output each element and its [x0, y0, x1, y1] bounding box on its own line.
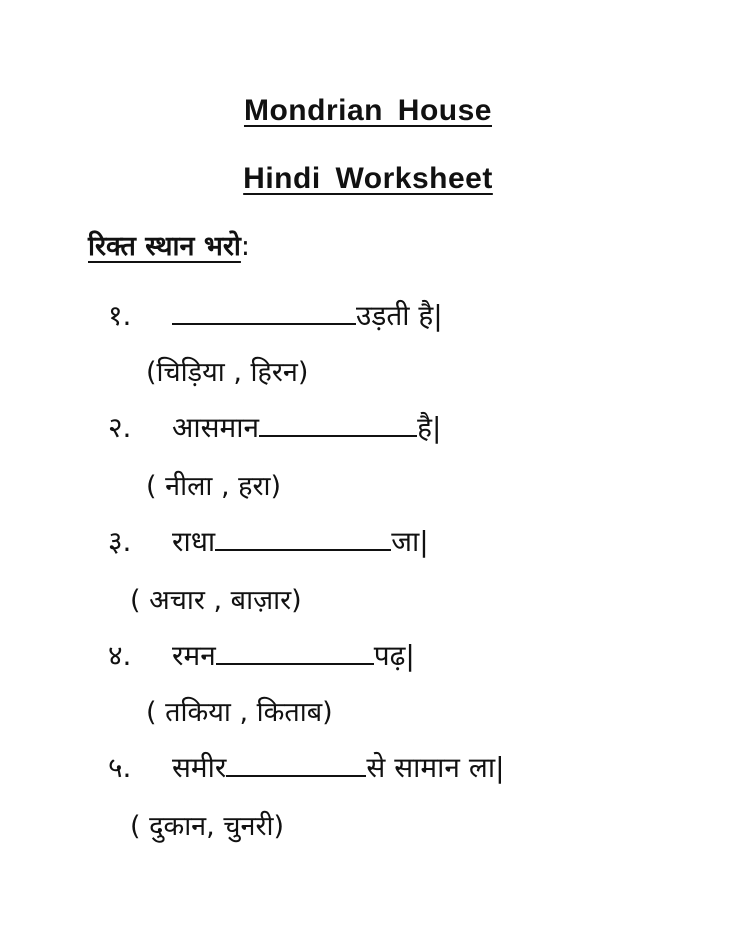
options-4: ( तकिया , किताब): [146, 697, 333, 728]
instruction-heading: [88, 226, 250, 263]
question-text-after: जा|: [391, 525, 429, 558]
question-text-before: रमन: [172, 639, 216, 672]
options-3: ( अचार , बाज़ार): [130, 585, 302, 616]
answer-blank[interactable]: [216, 637, 374, 665]
question-5: [108, 748, 505, 786]
question-text-after: से सामान ला|: [366, 751, 505, 784]
question-text-after: उड़ती है|: [356, 299, 443, 332]
question-text-before: समीर: [172, 751, 227, 784]
worksheet-subtitle: Hindi Worksheet: [243, 162, 493, 195]
question-number: २.: [108, 411, 132, 444]
question-text-before: राधा: [172, 525, 216, 558]
answer-blank[interactable]: [226, 749, 366, 777]
question-3: [108, 522, 429, 560]
question-4: [108, 636, 415, 674]
options-5: ( दुकान, चुनरी): [130, 811, 285, 842]
instruction-text: रिक्त स्थान भरो: [88, 231, 241, 262]
question-2: [108, 408, 441, 446]
question-1: [108, 296, 443, 334]
options-1: (चिड़िया , हिरन): [146, 357, 309, 388]
options-2: ( नीला , हरा): [146, 471, 282, 502]
question-number: ५.: [108, 751, 132, 784]
question-text-before: आसमान: [172, 411, 260, 444]
instruction-colon: :: [240, 231, 251, 262]
answer-blank[interactable]: [259, 409, 417, 437]
answer-blank[interactable]: [215, 523, 391, 551]
question-number: १.: [108, 299, 132, 332]
question-text-after: है|: [417, 411, 442, 444]
worksheet-title: Mondrian House: [243, 94, 492, 127]
question-text-after: पढ़|: [373, 639, 415, 672]
question-number: ४.: [108, 639, 132, 672]
answer-blank[interactable]: [172, 297, 356, 325]
question-number: ३.: [108, 525, 132, 558]
